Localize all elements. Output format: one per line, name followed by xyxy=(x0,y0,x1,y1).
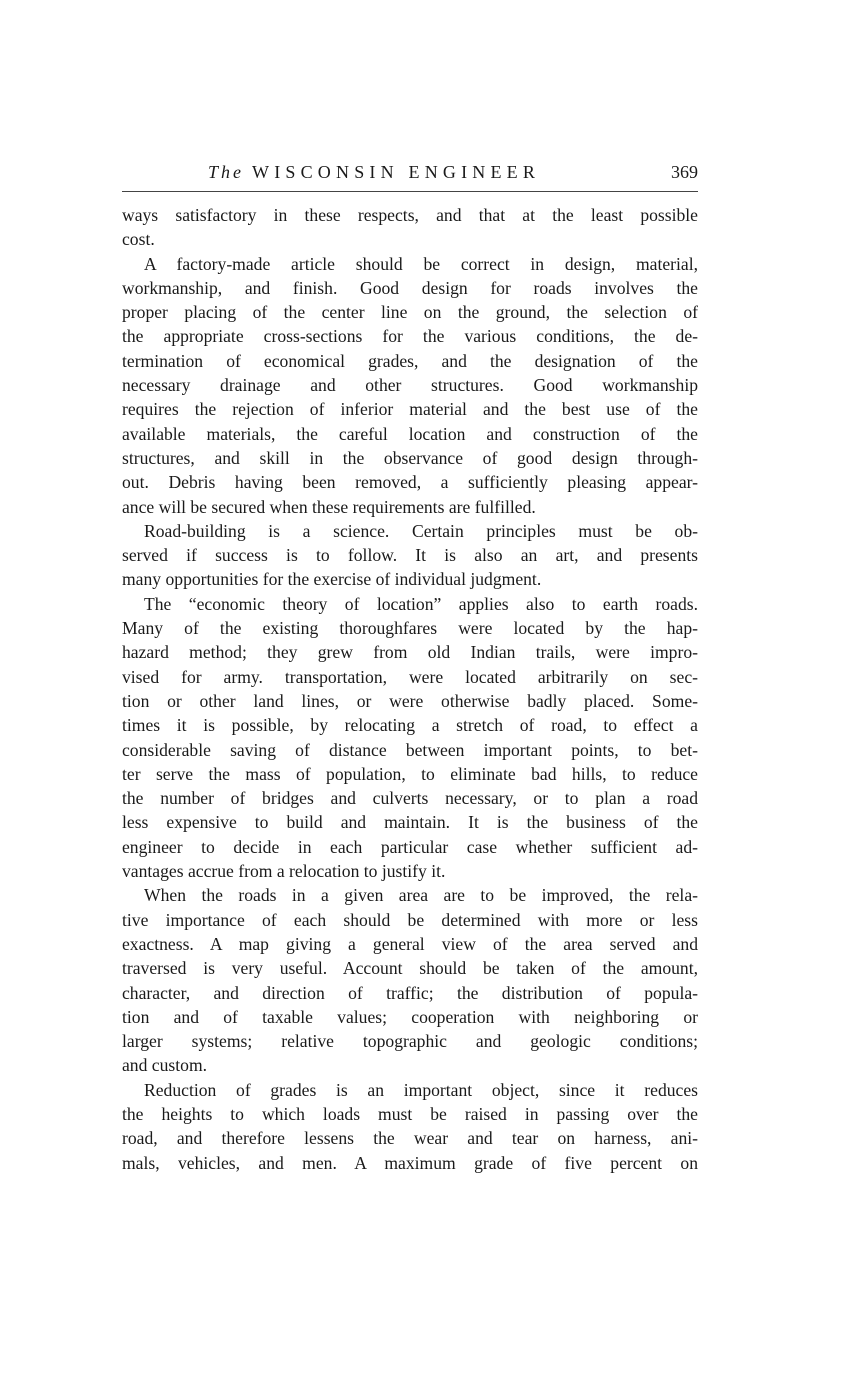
text-line: the heights to which loads must be raised in passing over the xyxy=(122,1103,698,1124)
text-line: the appropriate cross-sections for the various conditions, the de- xyxy=(122,326,698,347)
paragraph xyxy=(122,203,698,252)
text-line: proper placing of the center line on the ground, the selection of xyxy=(122,302,698,323)
text-line: larger systems; relative topographic and geologic conditions; xyxy=(122,1031,698,1052)
paragraph xyxy=(122,252,698,519)
text-line: less expensive to build and maintain. It is the business of the xyxy=(122,812,698,833)
text-line: times it is possible, by relocating a stretch of road, to effect a xyxy=(122,715,698,736)
text-line: mals, vehicles, and men. A maximum grade of five percent on xyxy=(122,1152,698,1173)
text-line: out. Debris having been removed, a sufficiently pleasing appear- xyxy=(122,472,698,493)
text-line: requires the rejection of inferior material and the best use of the xyxy=(122,399,698,420)
journal-title xyxy=(208,162,540,183)
paragraph xyxy=(122,1078,698,1175)
article-body xyxy=(122,203,698,1175)
text-line: structures, and skill in the observance of good design through- xyxy=(122,447,698,468)
text-line: character, and direction of traffic; the distribution of popula- xyxy=(122,982,698,1003)
header-rule xyxy=(122,191,698,192)
journal-title-name: WISCONSIN ENGINEER xyxy=(252,162,541,182)
text-line: Many of the existing thoroughfares were located by the hap- xyxy=(122,618,698,639)
paragraph xyxy=(122,883,698,1077)
text-line: necessary drainage and other structures. Good workmanship xyxy=(122,375,698,396)
text-line: cost. xyxy=(122,229,155,250)
text-line: ance will be secured when these requirements are fulfilled. xyxy=(122,496,536,517)
text-line: traversed is very useful. Account should be taken of the amount, xyxy=(122,958,698,979)
text-line: considerable saving of distance between important points, to bet- xyxy=(122,739,698,760)
text-line: A factory-made article should be correct in design, material, xyxy=(144,253,698,274)
journal-title-the: The xyxy=(208,162,244,182)
text-line: vantages accrue from a relocation to justify it. xyxy=(122,861,446,882)
text-line: Road-building is a science. Certain principles must be ob- xyxy=(144,520,698,541)
text-line: many opportunities for the exercise of individual judgment. xyxy=(122,569,542,590)
running-header xyxy=(122,160,698,194)
paragraph xyxy=(122,519,698,592)
text-line: the number of bridges and culverts necessary, or to plan a road xyxy=(122,788,698,809)
text-line: termination of economical grades, and the designation of the xyxy=(122,350,698,371)
text-line: tion and of taxable values; cooperation with neighboring or xyxy=(122,1006,698,1027)
text-line: hazard method; they grew from old Indian trails, were impro- xyxy=(122,642,698,663)
text-line: The “economic theory of location” applies also to earth roads. xyxy=(144,593,698,614)
paragraph xyxy=(122,592,698,884)
text-line: tion or other land lines, or were otherwise badly placed. Some- xyxy=(122,690,698,711)
text-line: Reduction of grades is an important object, since it reduces xyxy=(144,1079,698,1100)
text-line: available materials, the careful location and construction of the xyxy=(122,423,698,444)
text-line: When the roads in a given area are to be improved, the rela- xyxy=(144,885,698,906)
page-number: 369 xyxy=(671,162,698,182)
text-line: workmanship, and finish. Good design for roads involves the xyxy=(122,277,698,298)
text-line: exactness. A map giving a general view of the area served and xyxy=(122,933,698,954)
text-line: and custom. xyxy=(122,1055,208,1076)
text-line: vised for army. transportation, were located arbitrarily on sec- xyxy=(122,666,698,687)
text-line: engineer to decide in each particular case whether sufficient ad- xyxy=(122,836,698,857)
text-line: road, and therefore lessens the wear and tear on harness, ani- xyxy=(122,1128,698,1149)
text-line: ter serve the mass of population, to eliminate bad hills, to reduce xyxy=(122,763,698,784)
text-line: ways satisfactory in these respects, and that at the least possible xyxy=(122,205,698,225)
text-line: tive importance of each should be determined with more or less xyxy=(122,909,698,930)
text-line: served if success is to follow. It is also an art, and presents xyxy=(122,545,698,566)
